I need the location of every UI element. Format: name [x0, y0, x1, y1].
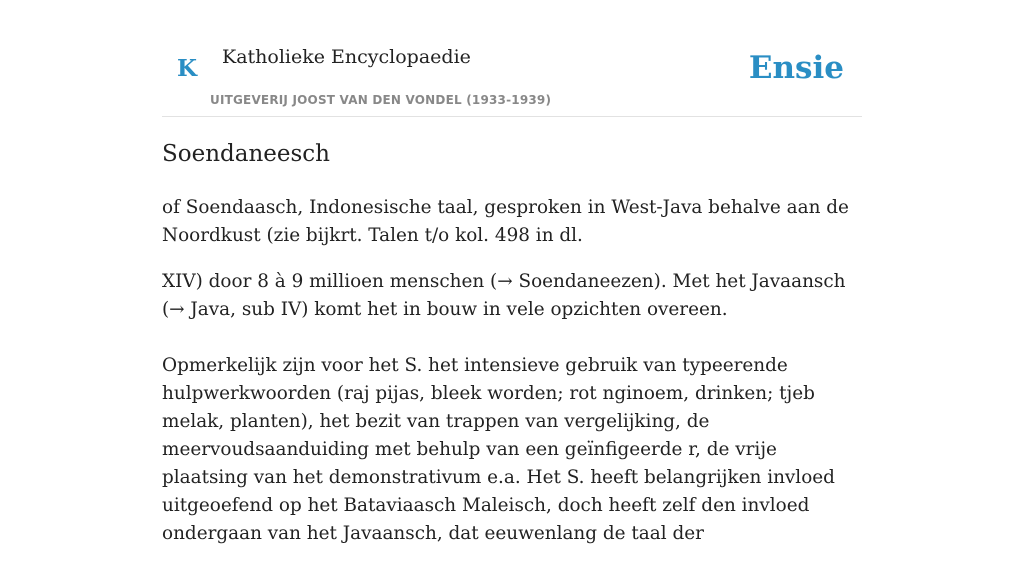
article-paragraph: Opmerkelijk zijn voor het S. het intensieve gebruik van typeerende hulpwerkwoorden (raj pijas, bleek worden; rot nginoem, drinken; tjeb melak, planten), het bezit van trappen van vergelijking, de meervoudsaanduiding met behulp van een geïnfigeerde r, de vrije plaatsing van het demonstrativum e.a. Het S. heeft belangrijken invloed uitgeoefend op het Bataviaasch Maleisch, doch heeft zelf den invloed ondergaan van het Javaansch, dat eeuwenlang de taal der [162, 355, 835, 544]
site-title[interactable]: Katholieke Encyclopaedie [222, 46, 471, 68]
site-subtitle: UITGEVERIJ JOOST VAN DEN VONDEL (1933-1939) [210, 93, 552, 107]
article-title: Soendaneesch [162, 141, 330, 167]
article-paragraph: XIV) door 8 à 9 millioen menschen (→ Soendaneezen). Met het Javaansch (→ Java, sub IV) komt het in bouw in vele opzichten overeen. [162, 271, 846, 320]
site-header [162, 40, 862, 117]
brand-logo[interactable]: Ensie [748, 50, 844, 86]
article [162, 136, 862, 566]
article-paragraph: of Soendaasch, Indonesische taal, gesproken in West-Java behalve aan de Noordkust (zie bijkrt. Talen t/o kol. 498 in dl. [162, 197, 849, 246]
logo-k-icon[interactable]: K [177, 55, 197, 82]
